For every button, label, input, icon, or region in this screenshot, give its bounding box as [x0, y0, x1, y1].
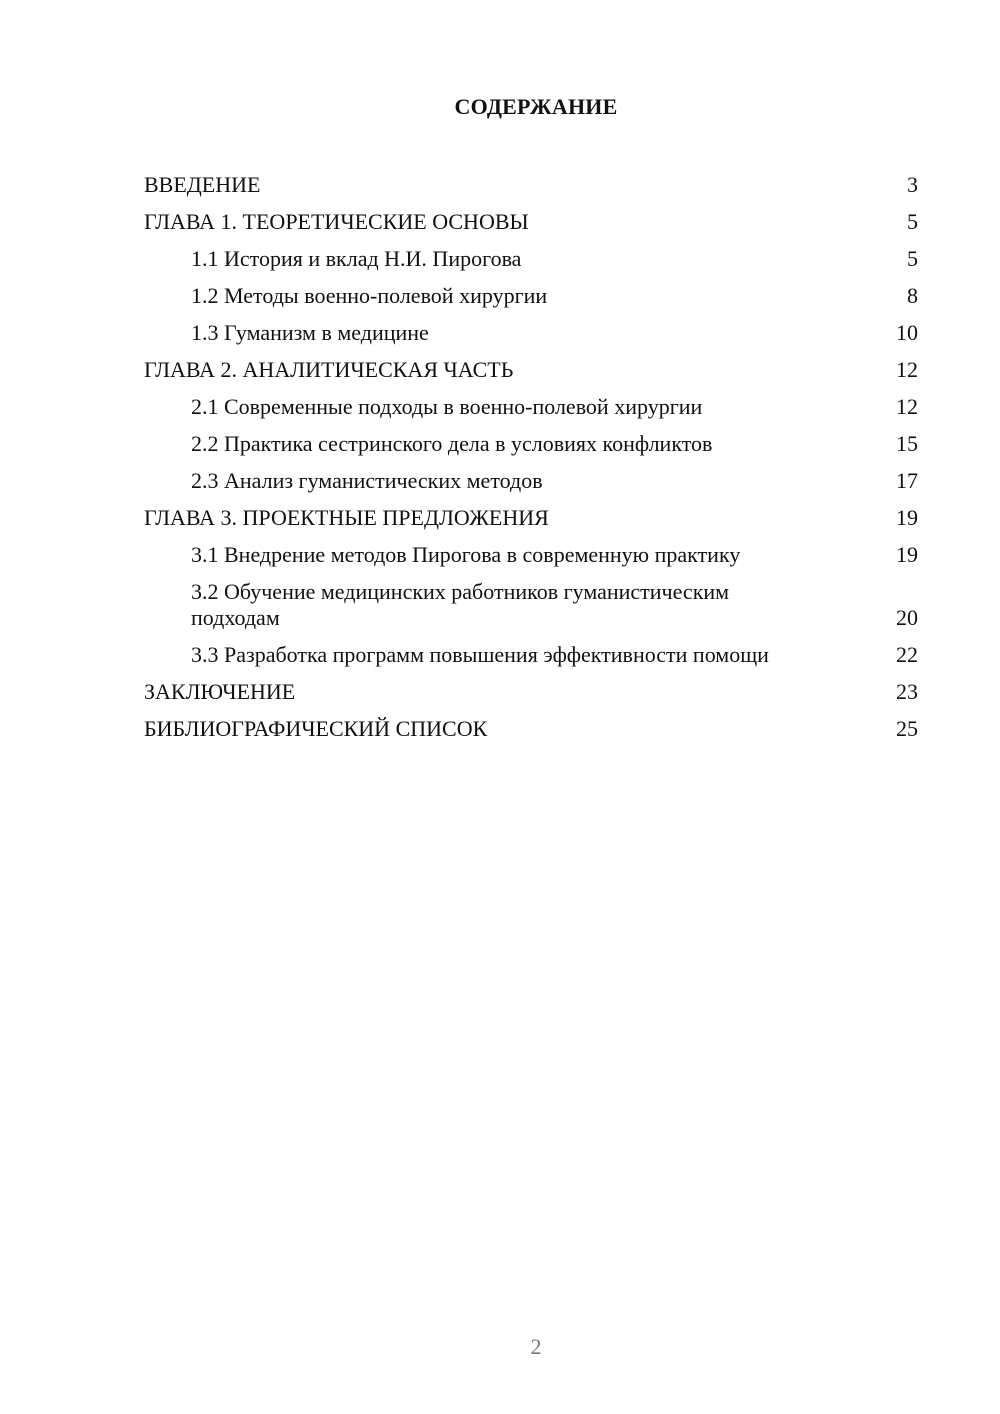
- toc-entry-section-3-3[interactable]: [144, 636, 918, 673]
- toc-entry-section-1-2[interactable]: [144, 277, 918, 314]
- toc-entry-page: 5: [907, 208, 918, 234]
- toc-entry-section-2-3[interactable]: [144, 462, 918, 499]
- toc-entry-label: 1.2 Методы военно-полевой хирургии: [191, 282, 548, 308]
- toc-entry-label: БИБЛИОГРАФИЧЕСКИЙ СПИСОК: [144, 715, 488, 741]
- toc-entry-section-1-3[interactable]: [144, 314, 918, 351]
- toc-entry-page: 19: [896, 541, 918, 567]
- toc-entry-label: 1.1 История и вклад Н.И. Пирогова: [191, 245, 522, 271]
- page-number: 2: [530, 1334, 542, 1359]
- toc-entry-label: 3.3 Разработка программ повышения эффективности помощи: [191, 641, 769, 667]
- toc-entry-label: 3.1 Внедрение методов Пирогова в современную практику: [191, 541, 741, 567]
- toc-entry-chapter-2[interactable]: [144, 351, 918, 388]
- toc-entry-page: 19: [896, 504, 918, 530]
- toc-entry-section-2-2[interactable]: [144, 425, 918, 462]
- table-of-contents: [144, 166, 918, 747]
- toc-entry-page: 3: [907, 171, 918, 197]
- toc-entry-section-3-2[interactable]: [144, 573, 918, 636]
- toc-entry-page: 17: [896, 467, 918, 493]
- toc-entry-chapter-1[interactable]: [144, 203, 918, 240]
- toc-entry-section-1-1[interactable]: [144, 240, 918, 277]
- toc-entry-page: 20: [896, 604, 918, 630]
- toc-entry-page: 22: [896, 641, 918, 667]
- toc-entry-section-2-1[interactable]: [144, 388, 918, 425]
- toc-entry-chapter-3[interactable]: [144, 499, 918, 536]
- toc-entry-page: 10: [896, 319, 918, 345]
- toc-entry-label: ГЛАВА 2. АНАЛИТИЧЕСКАЯ ЧАСТЬ: [144, 356, 514, 382]
- toc-entry-conclusion[interactable]: [144, 673, 918, 710]
- toc-entry-page: 8: [907, 282, 918, 308]
- toc-entry-label: ВВЕДЕНИЕ: [144, 171, 261, 197]
- toc-entry-label: ЗАКЛЮЧЕНИЕ: [144, 678, 296, 704]
- toc-entry-page: 5: [907, 245, 918, 271]
- toc-entry-label: 2.3 Анализ гуманистических методов: [191, 467, 543, 493]
- toc-entry-label: 2.2 Практика сестринского дела в условиях конфликтов: [191, 430, 713, 456]
- toc-entry-label: 2.1 Современные подходы в военно-полевой хирургии: [191, 393, 703, 419]
- toc-entry-section-3-1[interactable]: [144, 536, 918, 573]
- toc-entry-page: 23: [896, 678, 918, 704]
- toc-entry-introduction[interactable]: [144, 166, 918, 203]
- toc-entry-bibliography[interactable]: [144, 710, 918, 747]
- toc-entry-label: ГЛАВА 3. ПРОЕКТНЫЕ ПРЕДЛОЖЕНИЯ: [144, 504, 549, 530]
- toc-entry-page: 25: [896, 715, 918, 741]
- toc-entry-label: 3.2 Обучение медицинских работников гуманистическим подходам: [191, 578, 730, 630]
- toc-entry-page: 15: [896, 430, 918, 456]
- toc-entry-label: 1.3 Гуманизм в медицине: [191, 319, 429, 345]
- toc-entry-label: ГЛАВА 1. ТЕОРЕТИЧЕСКИЕ ОСНОВЫ: [144, 208, 529, 234]
- page-title: СОДЕРЖАНИЕ: [454, 94, 618, 119]
- toc-entry-page: 12: [896, 356, 918, 382]
- toc-entry-page: 12: [896, 393, 918, 419]
